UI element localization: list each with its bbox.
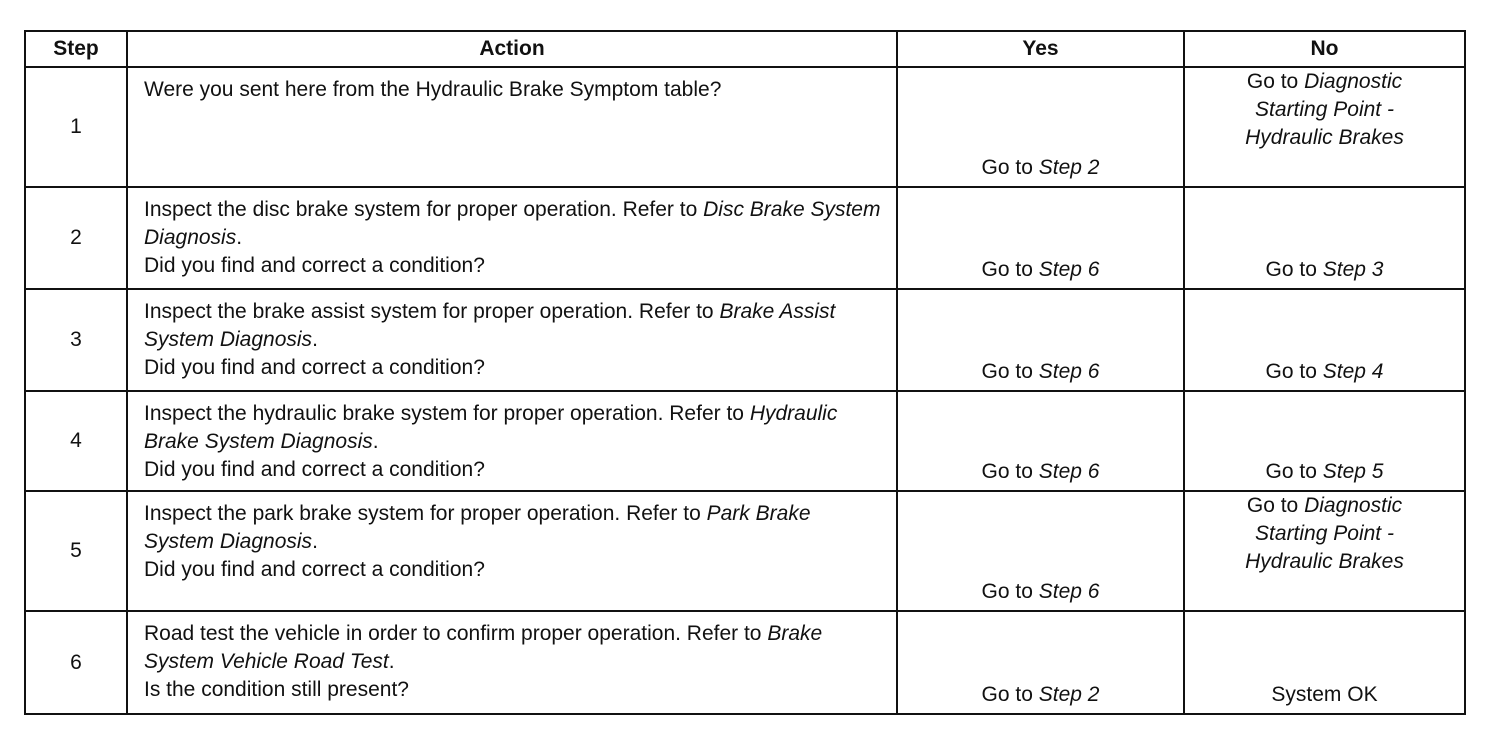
action-ref-link[interactable]: Disc Brake System Diagnosis (144, 198, 881, 249)
action-text: Were you sent here from the Hydraulic Brake Symptom table? (144, 78, 722, 101)
action-ref-link[interactable]: Hydraulic Brake System Diagnosis (144, 402, 838, 453)
action-question: Did you find and correct a condition? (144, 558, 485, 581)
header-step: Step (25, 31, 127, 67)
no-prefix: Go to (1246, 70, 1305, 93)
table-row (25, 289, 1465, 391)
action-ref-suffix: . (236, 226, 243, 249)
action-question: Did you find and correct a condition? (144, 356, 485, 379)
no-prefix: Go to (1265, 258, 1323, 281)
action-question: Did you find and correct a condition? (144, 458, 485, 481)
action-cell (127, 491, 897, 611)
step-number: 4 (25, 391, 127, 491)
step-number: 2 (25, 187, 127, 289)
yes-link[interactable]: Step 2 (1038, 156, 1100, 179)
no-prefix: Go to (1265, 460, 1323, 483)
yes-prefix: Go to (981, 258, 1039, 281)
no-cell (1184, 67, 1465, 187)
table-row (25, 391, 1465, 491)
action-text: Inspect the park brake system for proper operation. Refer to (144, 502, 707, 525)
yes-prefix: Go to (981, 683, 1039, 706)
action-ref-link[interactable]: Brake System Vehicle Road Test (144, 622, 823, 673)
action-ref-link[interactable]: Brake Assist System Diagnosis (144, 300, 836, 351)
yes-cell (897, 611, 1184, 714)
table-row (25, 611, 1465, 714)
yes-link[interactable]: Step 6 (1038, 580, 1100, 603)
step-number: 3 (25, 289, 127, 391)
no-link-line2[interactable]: Starting Point - (1255, 522, 1394, 545)
no-link[interactable]: Step 3 (1322, 258, 1384, 281)
action-text: Road test the vehicle in order to confirm proper operation. Refer to (144, 622, 768, 645)
action-cell (127, 187, 897, 289)
action-cell (127, 289, 897, 391)
no-cell (1184, 391, 1465, 491)
action-ref-suffix: . (312, 530, 318, 553)
step-number: 5 (25, 491, 127, 611)
action-text: Inspect the brake assist system for proper operation. Refer to (144, 300, 720, 323)
yes-cell (897, 491, 1184, 611)
no-cell (1184, 491, 1465, 611)
no-link[interactable]: Step 5 (1322, 460, 1384, 483)
yes-prefix: Go to (981, 460, 1039, 483)
action-cell (127, 611, 897, 714)
no-prefix: Go to (1265, 360, 1323, 383)
table-row (25, 187, 1465, 289)
action-cell (127, 67, 897, 187)
action-ref-suffix: . (388, 650, 395, 673)
yes-cell (897, 67, 1184, 187)
table-row (25, 67, 1465, 187)
yes-cell (897, 391, 1184, 491)
yes-link[interactable]: Step 6 (1038, 460, 1100, 483)
header-action: Action (127, 31, 897, 67)
yes-prefix: Go to (981, 156, 1039, 179)
header-yes: Yes (897, 31, 1184, 67)
header-no: No (1184, 31, 1465, 67)
action-ref-suffix: . (372, 430, 379, 453)
yes-prefix: Go to (981, 580, 1039, 603)
yes-cell (897, 289, 1184, 391)
no-link-line2[interactable]: Starting Point - (1255, 98, 1394, 121)
no-result: System OK (1271, 683, 1378, 706)
no-cell (1184, 611, 1465, 714)
no-link[interactable]: Diagnostic (1304, 70, 1403, 93)
action-ref-link[interactable]: Park Brake System Diagnosis (144, 502, 811, 553)
no-cell (1184, 289, 1465, 391)
header-row (25, 31, 1465, 67)
action-question: Did you find and correct a condition? (144, 254, 485, 277)
no-prefix: Go to (1246, 494, 1305, 517)
yes-link[interactable]: Step 2 (1038, 683, 1100, 706)
step-number: 1 (25, 67, 127, 187)
no-link[interactable]: Diagnostic (1304, 494, 1403, 517)
action-ref-suffix: . (312, 328, 318, 351)
action-question: Is the condition still present? (144, 678, 409, 701)
diagnostic-table (24, 30, 1466, 715)
step-number: 6 (25, 611, 127, 714)
no-link-line3[interactable]: Hydraulic Brakes (1245, 550, 1404, 573)
yes-cell (897, 187, 1184, 289)
no-link[interactable]: Step 4 (1322, 360, 1384, 383)
action-text: Inspect the disc brake system for proper operation. Refer to (144, 198, 704, 221)
no-cell (1184, 187, 1465, 289)
action-text: Inspect the hydraulic brake system for proper operation. Refer to (144, 402, 750, 425)
table-row (25, 491, 1465, 611)
yes-link[interactable]: Step 6 (1038, 360, 1100, 383)
yes-prefix: Go to (981, 360, 1039, 383)
no-link-line3[interactable]: Hydraulic Brakes (1245, 126, 1404, 149)
yes-link[interactable]: Step 6 (1038, 258, 1100, 281)
action-cell (127, 391, 897, 491)
